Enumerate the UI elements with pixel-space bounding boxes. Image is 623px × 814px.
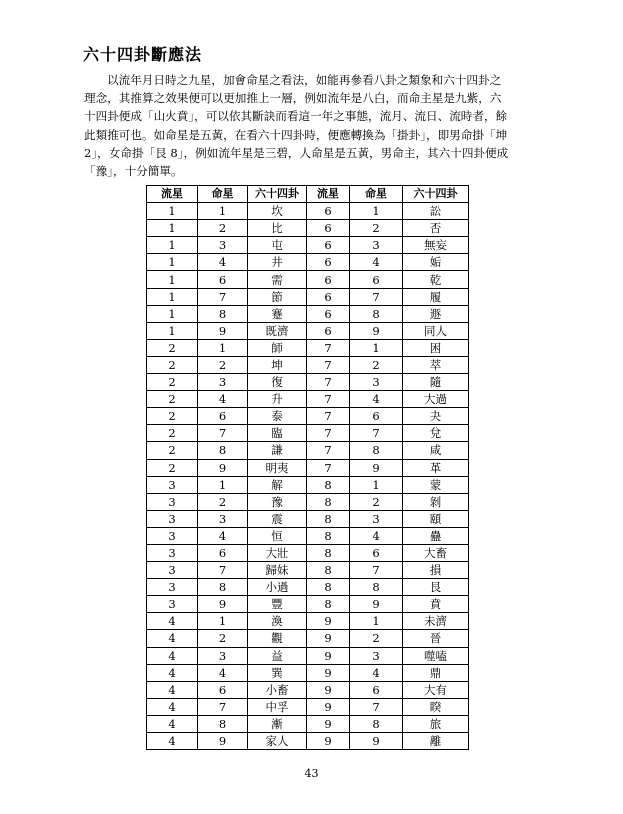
- table-body: [147, 203, 469, 750]
- table-cell: 9: [307, 630, 350, 647]
- table-cell: 隨: [403, 374, 469, 391]
- table-cell: 2: [350, 630, 403, 647]
- table-cell: 4: [147, 613, 198, 630]
- table-cell: 3: [147, 510, 198, 527]
- table-cell: 3: [147, 562, 198, 579]
- table-cell: 7: [307, 391, 350, 408]
- table-cell: 解: [248, 476, 307, 493]
- table-cell: 明夷: [248, 459, 307, 476]
- header-flow-star: 流星: [307, 186, 350, 203]
- table-cell: 2: [198, 630, 248, 647]
- table-cell: 8: [198, 305, 248, 322]
- table-cell: 6: [307, 322, 350, 339]
- table-cell: 遯: [403, 305, 469, 322]
- table-cell: 9: [198, 733, 248, 750]
- header-hexagram: 六十四卦: [248, 186, 307, 203]
- table-cell: 晉: [403, 630, 469, 647]
- table-cell: 7: [307, 442, 350, 459]
- table-cell: 益: [248, 647, 307, 664]
- table-cell: 復: [248, 374, 307, 391]
- table-cell: 8: [307, 596, 350, 613]
- table-cell: 剝: [403, 493, 469, 510]
- table-cell: 9: [350, 596, 403, 613]
- table-cell: 1: [147, 237, 198, 254]
- table-cell: 泰: [248, 408, 307, 425]
- table-cell: 1: [350, 203, 403, 220]
- table-cell: 4: [198, 254, 248, 271]
- table-cell: 同人: [403, 322, 469, 339]
- table-cell: 漸: [248, 715, 307, 732]
- table-row: [147, 356, 469, 373]
- table-cell: 3: [147, 527, 198, 544]
- table-cell: 3: [147, 579, 198, 596]
- table-cell: 6: [307, 288, 350, 305]
- table-cell: 2: [147, 374, 198, 391]
- table-cell: 比: [248, 220, 307, 237]
- table-row: [147, 442, 469, 459]
- table-cell: 艮: [403, 579, 469, 596]
- table-cell: 4: [350, 254, 403, 271]
- table-row: [147, 391, 469, 408]
- table-cell: 旅: [403, 715, 469, 732]
- table-cell: 7: [198, 562, 248, 579]
- table-cell: 8: [307, 527, 350, 544]
- table-cell: 3: [350, 237, 403, 254]
- hexagram-table: [146, 185, 469, 750]
- table-cell: 4: [350, 527, 403, 544]
- table-cell: 8: [307, 510, 350, 527]
- table-cell: 萃: [403, 356, 469, 373]
- section-title: 六十四卦斷應法: [83, 45, 203, 64]
- table-cell: 無妄: [403, 237, 469, 254]
- table-row: [147, 596, 469, 613]
- table-cell: 困: [403, 339, 469, 356]
- table-cell: 升: [248, 391, 307, 408]
- table-cell: 鼎: [403, 664, 469, 681]
- table-header-row: [147, 186, 469, 203]
- table-cell: 訟: [403, 203, 469, 220]
- table-cell: 大過: [403, 391, 469, 408]
- table-cell: 咸: [403, 442, 469, 459]
- table-cell: 1: [147, 322, 198, 339]
- table-cell: 1: [198, 339, 248, 356]
- table-cell: 6: [307, 203, 350, 220]
- table-cell: 1: [350, 613, 403, 630]
- table-cell: 4: [147, 715, 198, 732]
- table-cell: 蒙: [403, 476, 469, 493]
- table-row: [147, 408, 469, 425]
- table-cell: 7: [198, 425, 248, 442]
- header-life-star: 命星: [350, 186, 403, 203]
- table-cell: 坎: [248, 203, 307, 220]
- table-cell: 2: [147, 459, 198, 476]
- table-cell: 4: [198, 664, 248, 681]
- table-cell: 2: [147, 408, 198, 425]
- table-cell: 頤: [403, 510, 469, 527]
- table-cell: 豐: [248, 596, 307, 613]
- table-cell: 2: [198, 220, 248, 237]
- table-cell: 姤: [403, 254, 469, 271]
- table-cell: 2: [147, 339, 198, 356]
- table-cell: 需: [248, 271, 307, 288]
- table-cell: 兌: [403, 425, 469, 442]
- table-row: [147, 544, 469, 561]
- table-cell: 3: [147, 476, 198, 493]
- table-cell: 2: [147, 356, 198, 373]
- header-hexagram: 六十四卦: [403, 186, 469, 203]
- table-cell: 賁: [403, 596, 469, 613]
- table-cell: 4: [147, 630, 198, 647]
- table-cell: 8: [307, 544, 350, 561]
- table-cell: 震: [248, 510, 307, 527]
- table-cell: 2: [147, 442, 198, 459]
- table-cell: 1: [147, 305, 198, 322]
- table-row: [147, 613, 469, 630]
- table-cell: 7: [307, 425, 350, 442]
- table-row: [147, 733, 469, 750]
- table-cell: 9: [198, 459, 248, 476]
- table-cell: 6: [350, 544, 403, 561]
- table-row: [147, 220, 469, 237]
- table-cell: 4: [147, 681, 198, 698]
- table-cell: 7: [350, 425, 403, 442]
- table-cell: 4: [147, 664, 198, 681]
- paragraph-line: 2」，女命掛「艮 8」，例如流年星是三碧，人命星是五黃，男命主，其六十四卦便成: [84, 145, 509, 160]
- table-row: [147, 715, 469, 732]
- table-cell: 6: [350, 408, 403, 425]
- table-cell: 1: [147, 288, 198, 305]
- table-cell: 夬: [403, 408, 469, 425]
- table-cell: 節: [248, 288, 307, 305]
- table-row: [147, 510, 469, 527]
- table-cell: 1: [147, 203, 198, 220]
- table-cell: 蹇: [248, 305, 307, 322]
- paragraph-line: 十四卦便成「山火賁」，可以依其斷訣而看這一年之事態，流月、流日、流時者，餘: [84, 109, 508, 124]
- table-cell: 1: [350, 476, 403, 493]
- table-row: [147, 237, 469, 254]
- table-cell: 7: [198, 698, 248, 715]
- table-cell: 大有: [403, 681, 469, 698]
- table-cell: 否: [403, 220, 469, 237]
- table-cell: 臨: [248, 425, 307, 442]
- table-row: [147, 339, 469, 356]
- table-cell: 1: [198, 613, 248, 630]
- table-cell: 9: [307, 647, 350, 664]
- table-cell: 8: [307, 493, 350, 510]
- table-cell: 6: [198, 408, 248, 425]
- table-row: [147, 203, 469, 220]
- table-cell: 渙: [248, 613, 307, 630]
- table-cell: 7: [350, 288, 403, 305]
- table-cell: 4: [198, 391, 248, 408]
- paragraph-line: 理念，其推算之效果便可以更加推上一層，例如流年是八白，而命主星是九紫，六: [84, 91, 502, 106]
- table-row: [147, 459, 469, 476]
- table-cell: 2: [350, 356, 403, 373]
- table-row: [147, 476, 469, 493]
- table-cell: 師: [248, 339, 307, 356]
- table-row: [147, 271, 469, 288]
- table-cell: 1: [198, 203, 248, 220]
- paragraph-line: 此類推可也。如命星是五黃，在看六十四卦時，便應轉換為「掛卦」，即男命掛「坤: [84, 127, 508, 142]
- table-cell: 6: [307, 220, 350, 237]
- table-cell: 9: [307, 664, 350, 681]
- table-cell: 8: [350, 715, 403, 732]
- table-row: [147, 664, 469, 681]
- table-cell: 6: [307, 305, 350, 322]
- table-cell: 3: [350, 647, 403, 664]
- table-cell: 8: [350, 305, 403, 322]
- table-cell: 8: [198, 715, 248, 732]
- table-cell: 3: [350, 374, 403, 391]
- table-row: [147, 647, 469, 664]
- table-row: [147, 630, 469, 647]
- table-cell: 7: [198, 288, 248, 305]
- table-cell: 9: [198, 322, 248, 339]
- table-cell: 3: [198, 374, 248, 391]
- table-cell: 1: [147, 220, 198, 237]
- table-cell: 3: [198, 647, 248, 664]
- table-cell: 8: [198, 442, 248, 459]
- table-cell: 大畜: [403, 544, 469, 561]
- table-cell: 屯: [248, 237, 307, 254]
- table-cell: 8: [307, 476, 350, 493]
- table-cell: 2: [198, 493, 248, 510]
- table-cell: 2: [147, 391, 198, 408]
- table-cell: 7: [350, 562, 403, 579]
- table-cell: 4: [147, 733, 198, 750]
- table-cell: 7: [307, 339, 350, 356]
- table-row: [147, 493, 469, 510]
- table-cell: 小過: [248, 579, 307, 596]
- table-cell: 豫: [248, 493, 307, 510]
- table-row: [147, 305, 469, 322]
- table-cell: 7: [307, 356, 350, 373]
- paragraph-line: 「豫」，十分簡單。: [84, 164, 183, 179]
- table-cell: 8: [307, 579, 350, 596]
- table-cell: 2: [198, 356, 248, 373]
- table-row: [147, 374, 469, 391]
- table-cell: 4: [350, 664, 403, 681]
- table-cell: 2: [350, 493, 403, 510]
- table-cell: 9: [307, 715, 350, 732]
- table-cell: 8: [350, 579, 403, 596]
- table-cell: 2: [350, 220, 403, 237]
- table-cell: 6: [198, 544, 248, 561]
- table-cell: 家人: [248, 733, 307, 750]
- table-cell: 中孚: [248, 698, 307, 715]
- table-cell: 9: [307, 681, 350, 698]
- table-cell: 坤: [248, 356, 307, 373]
- table-row: [147, 562, 469, 579]
- table-cell: 恒: [248, 527, 307, 544]
- table-cell: 未濟: [403, 613, 469, 630]
- table-cell: 大壯: [248, 544, 307, 561]
- table-cell: 7: [350, 698, 403, 715]
- paragraph-line: 以流年月日時之九星，加會命星之看法，如能再參看八卦之類象和六十四卦之: [107, 73, 502, 87]
- table-cell: 4: [147, 698, 198, 715]
- table-cell: 6: [350, 681, 403, 698]
- table-cell: 9: [307, 733, 350, 750]
- table-cell: 乾: [403, 271, 469, 288]
- table-row: [147, 288, 469, 305]
- table-cell: 革: [403, 459, 469, 476]
- table-cell: 9: [350, 459, 403, 476]
- table-cell: 8: [350, 442, 403, 459]
- table-cell: 離: [403, 733, 469, 750]
- table-cell: 3: [147, 596, 198, 613]
- table-row: [147, 425, 469, 442]
- table-cell: 9: [307, 613, 350, 630]
- table-cell: 巽: [248, 664, 307, 681]
- table-cell: 3: [198, 510, 248, 527]
- table-cell: 1: [350, 339, 403, 356]
- table-row: [147, 322, 469, 339]
- table-cell: 6: [307, 254, 350, 271]
- table-cell: 9: [350, 322, 403, 339]
- intro-paragraph: [84, 71, 540, 180]
- table-cell: 3: [198, 237, 248, 254]
- table-cell: 7: [307, 408, 350, 425]
- table-cell: 3: [350, 510, 403, 527]
- table-cell: 謙: [248, 442, 307, 459]
- table-row: [147, 254, 469, 271]
- table-cell: 8: [307, 562, 350, 579]
- table-row: [147, 579, 469, 596]
- table-cell: 4: [198, 527, 248, 544]
- table-cell: 觀: [248, 630, 307, 647]
- table-cell: 6: [350, 271, 403, 288]
- header-flow-star: 流星: [147, 186, 198, 203]
- table-row: [147, 698, 469, 715]
- table-cell: 損: [403, 562, 469, 579]
- header-life-star: 命星: [198, 186, 248, 203]
- table-row: [147, 527, 469, 544]
- table-cell: 噬嗑: [403, 647, 469, 664]
- page-number: 43: [304, 767, 319, 780]
- table-cell: 9: [350, 733, 403, 750]
- table-cell: 蠱: [403, 527, 469, 544]
- table-cell: 4: [147, 647, 198, 664]
- table-cell: 1: [147, 271, 198, 288]
- table-cell: 1: [198, 476, 248, 493]
- table-cell: 履: [403, 288, 469, 305]
- table-cell: 小畜: [248, 681, 307, 698]
- table-cell: 9: [198, 596, 248, 613]
- table-row: [147, 681, 469, 698]
- table-cell: 井: [248, 254, 307, 271]
- table-cell: 7: [307, 459, 350, 476]
- table-cell: 既濟: [248, 322, 307, 339]
- table-cell: 2: [147, 425, 198, 442]
- table-cell: 6: [307, 237, 350, 254]
- table-cell: 睽: [403, 698, 469, 715]
- table-cell: 9: [307, 698, 350, 715]
- table-cell: 6: [307, 271, 350, 288]
- table-cell: 8: [198, 579, 248, 596]
- table-cell: 6: [198, 271, 248, 288]
- table-cell: 4: [350, 391, 403, 408]
- table-cell: 7: [307, 374, 350, 391]
- table-cell: 歸妹: [248, 562, 307, 579]
- table-cell: 6: [198, 681, 248, 698]
- table-cell: 1: [147, 254, 198, 271]
- table-cell: 3: [147, 493, 198, 510]
- table-cell: 3: [147, 544, 198, 561]
